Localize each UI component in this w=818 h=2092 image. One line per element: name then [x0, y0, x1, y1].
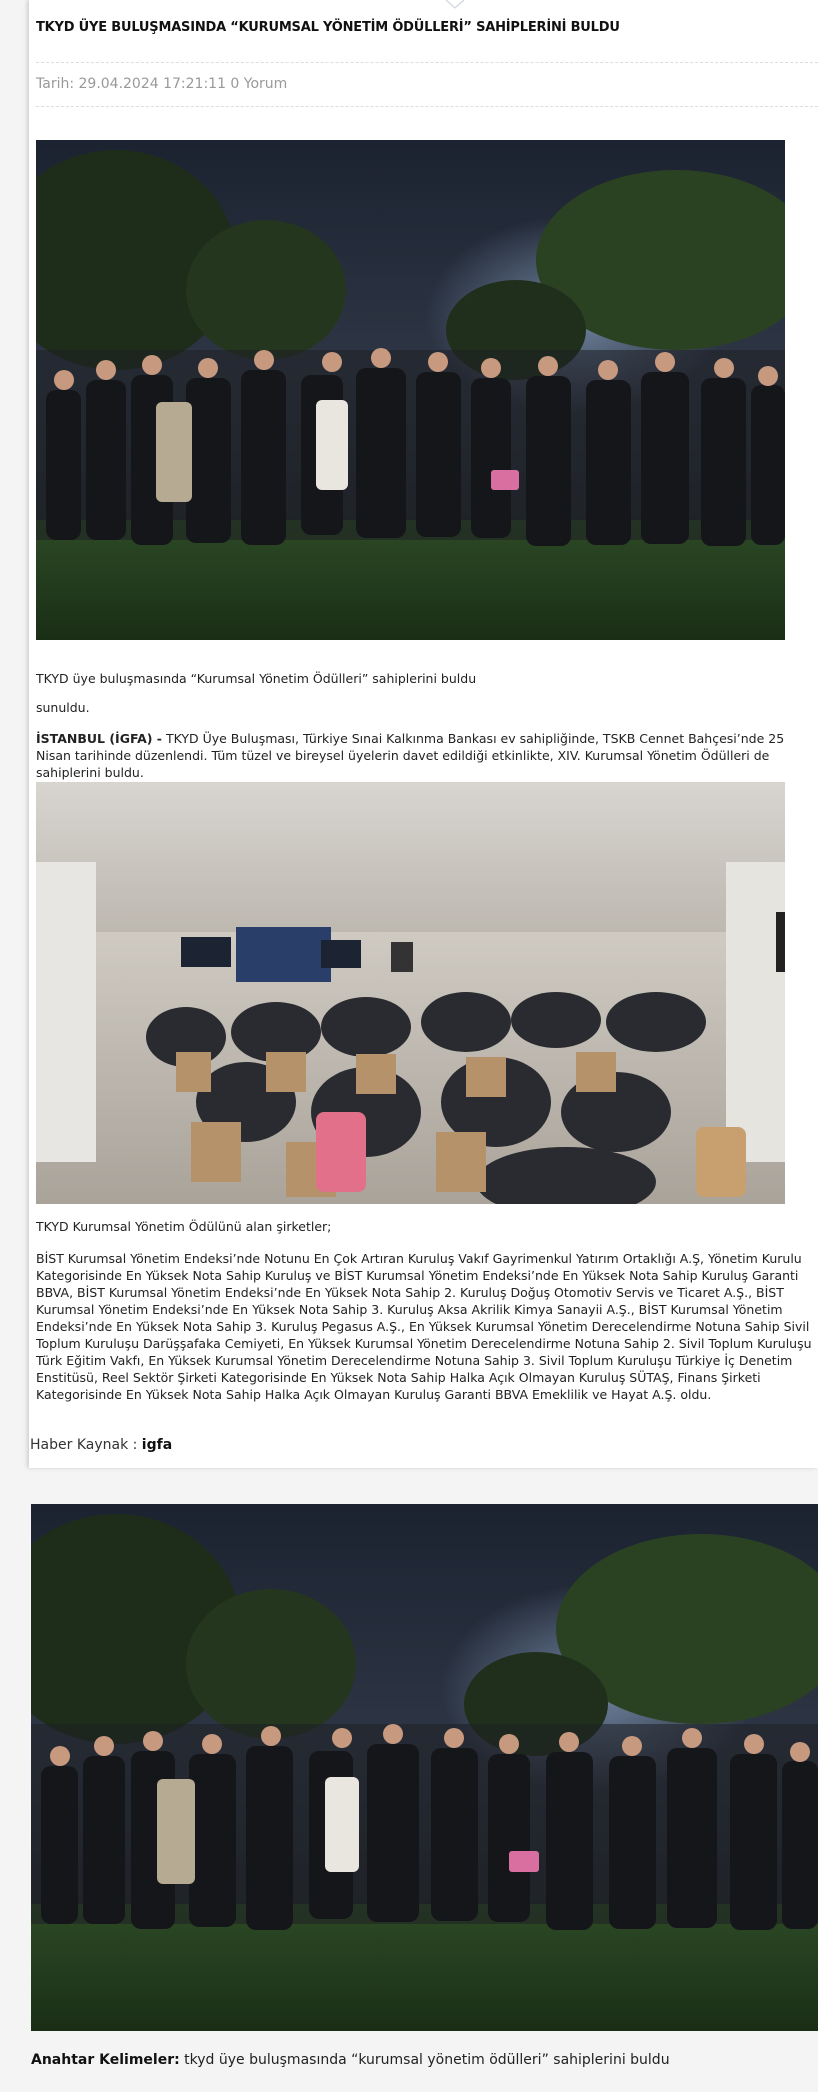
- source-label: Haber Kaynak :: [30, 1437, 142, 1453]
- group-photo: [36, 140, 785, 640]
- dateline: İSTANBUL (İGFA) -: [36, 731, 162, 746]
- event-hall-photo: [36, 782, 785, 1204]
- photo-caption: TKYD üye buluşmasında “Kurumsal Yönetim Ödülleri” sahiplerini buldu: [36, 671, 477, 686]
- winners-heading: TKYD Kurumsal Yönetim Ödülünü alan şirketler;: [36, 1219, 332, 1234]
- divider: [36, 106, 818, 107]
- source-link[interactable]: igfa: [141, 1437, 173, 1453]
- keywords-label: Anahtar Kelimeler:: [31, 2052, 180, 2068]
- article-container: [29, 0, 818, 1468]
- chevron-down-icon: [445, 0, 465, 10]
- lead-paragraph: [36, 730, 814, 781]
- lead-text: TKYD Üye Buluşması, Türkiye Sınai Kalkınma Bankası ev sahipliğinde, TSKB Cennet Bahçesi’nde 25 Nisan tarihinde düzenlendi. Tüm tüzel ve bireysel üyelerin davet edildiği etkinlikte, XIV. Kurumsal Yönetim Ödülleri de sahiplerini buldu.: [36, 731, 785, 780]
- winners-paragraph: BİST Kurumsal Yönetim Endeksi’nde Notunu En Çok Artıran Kuruluş Vakıf Gayrimenkul Yatırım Ortaklığı A.Ş, Yönetim Kurulu Kategorisinde En Yüksek Nota Sahip Kuruluş ve BİST Kurumsal Yönetim Endeksi’nde En Yüksek Nota Sahip Kuruluş Garanti BBVA, BİST Kurumsal Yönetim Endeksi’nde En Yüksek Nota Sahip 2. Kuruluş Doğuş Otomotiv Servis ve Ticaret A.Ş., BİST Kurumsal Yönetim Endeksi’nde En Yüksek Nota Sahip 3. Kuruluş Aksa Akrilik Kimya Sanayii A.Ş., BİST Kurumsal Yönetim Endeksi’nde En Yüksek Nota Sahip 3. Kuruluş Pegasus A.Ş., En Yüksek Kurumsal Yönetim Derecelendirme Notuna Sahip Sivil Toplum Kuruluşu Darüşşafaka Cemiyeti, En Yüksek Kurumsal Yönetim Derecelendirme Notuna Sahip 2. Sivil Toplum Kuruluşu Türk Eğitim Vakfı, En Yüksek Kurumsal Yönetim Derecelendirme Notuna Sahip 3. Sivil Toplum Kuruluşu Türkiye İç Denetim Enstitüsü, Reel Sektör Şirketi Kategorisinde En Yüksek Nota Sahip Halka Açık Olmayan Kuruluş SÜTAŞ, Finans Şirketi Kategorisinde En Yüksek Nota Sahip Halka Açık Olmayan Kuruluş Garanti BBVA Emeklilik ve Hayat A.Ş. oldu.: [36, 1251, 812, 1402]
- featured-photo: [31, 1504, 818, 2031]
- article-title: TKYD ÜYE BULUŞMASINDA “KURUMSAL YÖNETİM ÖDÜLLERİ” SAHİPLERİNİ BULDU: [36, 20, 620, 35]
- keywords: [31, 2052, 811, 2068]
- keywords-value[interactable]: tkyd üye buluşmasında “kurumsal yönetim ödülleri” sahiplerini buldu: [179, 2052, 670, 2068]
- article-meta: Tarih: 29.04.2024 17:21:11 0 Yorum: [36, 76, 288, 92]
- caption-continued: sunuldu.: [36, 700, 90, 715]
- news-source: [30, 1437, 172, 1453]
- divider: [36, 62, 818, 63]
